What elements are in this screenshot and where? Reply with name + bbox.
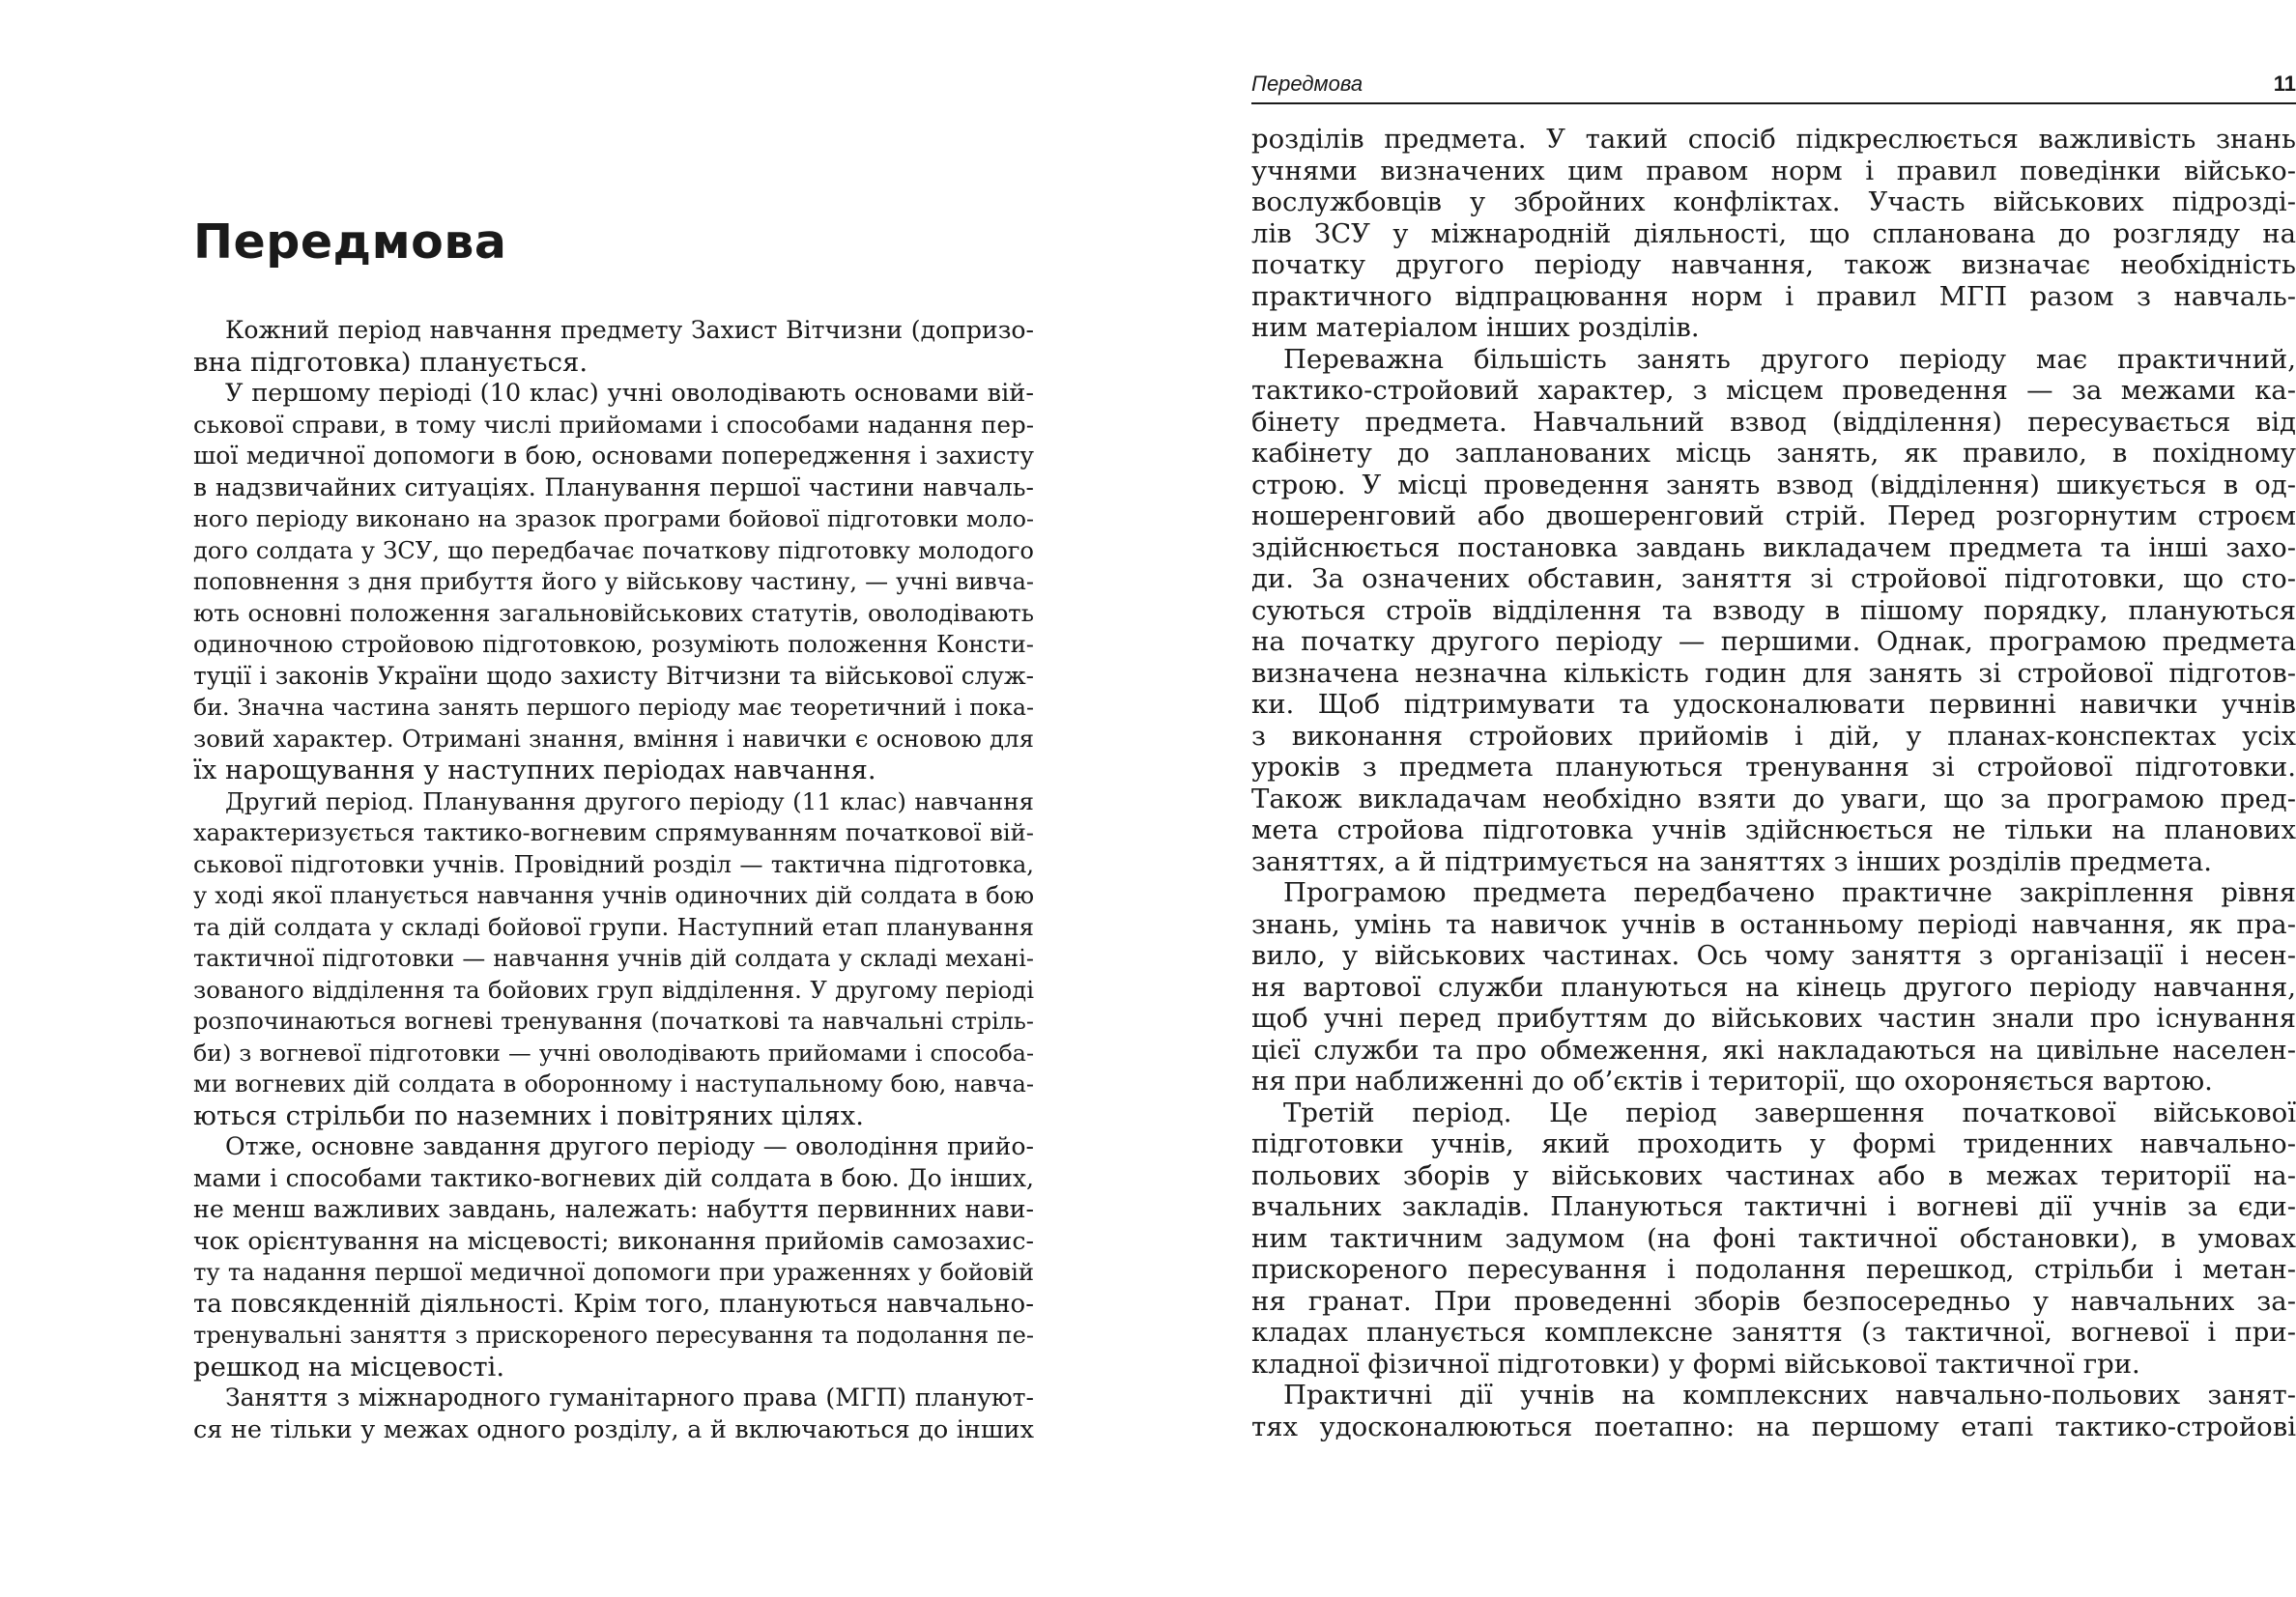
right-page (1131, 0, 2296, 1597)
text-line: тях удосконалюються поетапно: на першому етапі тактико-стройові (1251, 1411, 2296, 1442)
text-line: ношеренговий або двошеренговий стрій. Перед розгорнутим строєм (1251, 500, 2296, 531)
text-line: Отже, основне завдання другого періоду — оволодіння прийо- (225, 1132, 1034, 1160)
text-line: Другий період. Планування другого періоду (11 клас) навчання (225, 786, 1034, 815)
text-line: ки. Щоб підтримувати та удосконалювати первинні навички учнів (1251, 689, 2296, 720)
chapter-title: Передмова (193, 214, 507, 270)
text-line: ськової справи, в тому числі прийомами і способами надання пер- (193, 410, 1034, 439)
text-line: Програмою предмета передбачено практичне закріплення рівня (1283, 877, 2296, 908)
text-line: ня вартової служби плануються на кінець другого періоду навчання, (1251, 971, 2296, 1003)
text-line: Третій період. Це період завершення початкової військової (1283, 1097, 2296, 1128)
text-line: бінету предмета. Навчальний взвод (відділення) пересувається від (1251, 406, 2296, 438)
text-line: би) з вогневої підготовки — учні оволодівають прийомами і способа- (193, 1039, 1034, 1067)
text-line: тактико-стройовий характер, з місцем проведення — за межами ка- (1251, 375, 2296, 406)
text-line: ня при наближенні до об’єктів і території, що охороняється вартою. (1251, 1066, 2213, 1097)
text-line: практичного відпрацювання норм і правил МГП разом з навчаль- (1251, 280, 2296, 312)
text-line: мами і способами тактико-вогневих дій солдата в бою. До інших, (193, 1163, 1034, 1192)
text-line: Кожний період навчання предмету Захист Вітчизни (допризо- (225, 316, 1034, 344)
text-line: знань, умінь та навичок учнів в останньому періоді навчання, як пра- (1251, 908, 2296, 940)
text-line: ськової підготовки учнів. Провідний розділ — тактична підготовка, (193, 850, 1034, 878)
text-line: ють основні положення загальновійськових статутів, оволодівають (193, 598, 1034, 627)
text-line: чок орієнтування на місцевості; виконання прийомів самозахис- (193, 1226, 1034, 1255)
text-line: характеризується тактико-вогневим спрямуванням початкової вій- (193, 818, 1034, 846)
text-line: ня гранат. При проведенні зборів безпосередньо у навчальних за- (1251, 1285, 2296, 1317)
text-line: польових зборів у військових частинах або в межах території на- (1251, 1159, 2296, 1191)
text-line: з виконання стройових прийомів і дій, у планах-конспектах усіх (1251, 720, 2296, 752)
text-line: кабінету до запланованих місць занять, як правило, в похідному (1251, 438, 2296, 469)
text-line: строю. У місці проведення занять взвод (відділення) шикується в од- (1251, 469, 2296, 500)
text-line: та дій солдата у складі бойової групи. Наступний етап планування (193, 912, 1034, 941)
text-line: заняттях, а й підтримується на заняттях з інших розділів предмета. (1251, 845, 2213, 877)
text-line: здійснюється постановка завдань викладачем предмета та інші захо- (1251, 531, 2296, 563)
running-head (1251, 71, 2296, 104)
text-line: щоб учні перед прибуттям до військових частин знали про існування (1251, 1003, 2296, 1034)
text-line: вчальних закладів. Плануються тактичні і вогневі дії учнів за єди- (1251, 1191, 2296, 1222)
text-line: вило, у військових частинах. Ось чому заняття з організації і несен- (1251, 940, 2296, 971)
text-line: учнями визначених цим правом норм і правил поведінки військо- (1251, 155, 2296, 186)
text-line: ди. За означених обставин, заняття зі стройової підготовки, що сто- (1251, 563, 2296, 594)
text-line: ються стрільби по наземних і повітряних цілях. (193, 1099, 864, 1131)
text-line: Практичні дії учнів на комплексних навчально-польових занят- (1283, 1380, 2296, 1411)
text-line: цієї служби та про обмеження, які накладаються на цивільне населен- (1251, 1034, 2296, 1066)
text-line: Заняття з міжнародного гуманітарного права (МГП) плануют- (225, 1383, 1034, 1412)
text-line: в надзвичайних ситуаціях. Планування першої частини навчаль- (193, 472, 1034, 501)
running-head-title: Передмова (1251, 71, 1363, 96)
text-line: кладної фізичної підготовки) у формі військової тактичної гри. (1251, 1348, 2140, 1380)
text-line: прискореного пересування і подолання перешкод, стрільби і метан- (1251, 1254, 2296, 1285)
text-line: лів ЗСУ у міжнародній діяльності, що спланована до розгляду на (1251, 217, 2296, 249)
text-line: ним матеріалом інших розділів. (1251, 312, 1700, 343)
text-line: ного періоду виконано на зразок програми бойової підготовки моло- (193, 505, 1034, 532)
text-line: підготовки учнів, який проходить у формі триденних навчально- (1251, 1128, 2296, 1159)
text-line: не менш важливих завдань, належать: набуття первинних нави- (193, 1195, 1034, 1223)
text-line: їх нарощування у наступних періодах навчання. (193, 755, 876, 785)
text-line: розпочинаються вогневі тренування (початкові та навчальні стріль- (193, 1008, 1034, 1035)
text-line: початку другого періоду навчання, також визначає необхідність (1251, 249, 2296, 280)
text-line: у ході якої планується навчання учнів одиночних дій солдата в бою (193, 882, 1034, 909)
text-line: зовий характер. Отримані знання, вміння і навички є основою для (193, 724, 1034, 753)
text-line: суються строїв відділення та взводу в пішому порядку, плануються (1251, 594, 2296, 626)
text-line: та повсякденній діяльності. Крім того, плануються навчально- (193, 1289, 1034, 1319)
text-line: ним тактичним задумом (на фоні тактичної обстановки), в умовах (1251, 1222, 2296, 1254)
right-page-body (1251, 124, 2296, 1442)
text-line: решкод на місцевості. (193, 1351, 505, 1383)
page-number: 11 (2273, 71, 2296, 96)
text-line: на початку другого періоду — першими. Однак, програмою предмета (1251, 626, 2296, 657)
text-line: Переважна більшість занять другого періоду має практичний, (1283, 343, 2296, 375)
text-line: ми вогневих дій солдата в оборонному і наступальному бою, навча- (193, 1070, 1034, 1098)
text-line: кладах планується комплексне заняття (з тактичної, вогневої і при- (1251, 1317, 2296, 1348)
text-line: мета стройова підготовка учнів здійснюється не тільки на планових (1251, 814, 2296, 845)
left-page-body (193, 315, 1034, 1445)
text-line: уроків з предмета плануються тренування зі стройової підготовки. (1251, 752, 2296, 783)
text-line: ся не тільки у межах одного розділу, а й включаються до інших (193, 1414, 1034, 1444)
text-line: Також викладачам необхідно взяти до уваги, що за програмою пред- (1251, 783, 2296, 814)
text-line: зованого відділення та бойових груп відділення. У другому періоді (193, 975, 1034, 1004)
text-line: шої медичної допомоги в бою, основами попередження і захисту (193, 442, 1034, 470)
text-line: одиночною стройовою підготовкою, розуміють положення Консти- (193, 630, 1034, 658)
text-line: У першому періоді (10 клас) учні оволодівають основами вій- (225, 379, 1034, 408)
text-line: дого солдата у ЗСУ, що передбачає початкову підготовку молодого (193, 536, 1034, 564)
text-line: би. Значна частина занять першого періоду має теоретичний і пока- (193, 694, 1034, 721)
text-line: ту та надання першої медичної допомоги при ураженнях у бойовій (193, 1259, 1034, 1286)
text-line: туції і законів України щодо захисту Вітчизни та військової служ- (193, 661, 1034, 690)
text-line: тренувальні заняття з прискореного пересування та подолання пе- (193, 1322, 1034, 1349)
left-page (0, 0, 1131, 1597)
text-line: розділів предмета. У такий спосіб підкреслюється важливість знань (1251, 124, 2296, 155)
text-line: поповнення з дня прибуття його у військову частину, — учні вивча- (193, 568, 1034, 595)
text-line: вослужбовців у збройних конфліктах. Участь військових підрозді- (1251, 186, 2296, 217)
text-line: вна підготовка) планується. (193, 346, 588, 378)
text-line: тактичної підготовки — навчання учнів дій солдата у складі механі- (193, 945, 1034, 972)
text-line: визначена незначна кількість годин для занять зі стройової підготов- (1251, 657, 2296, 689)
